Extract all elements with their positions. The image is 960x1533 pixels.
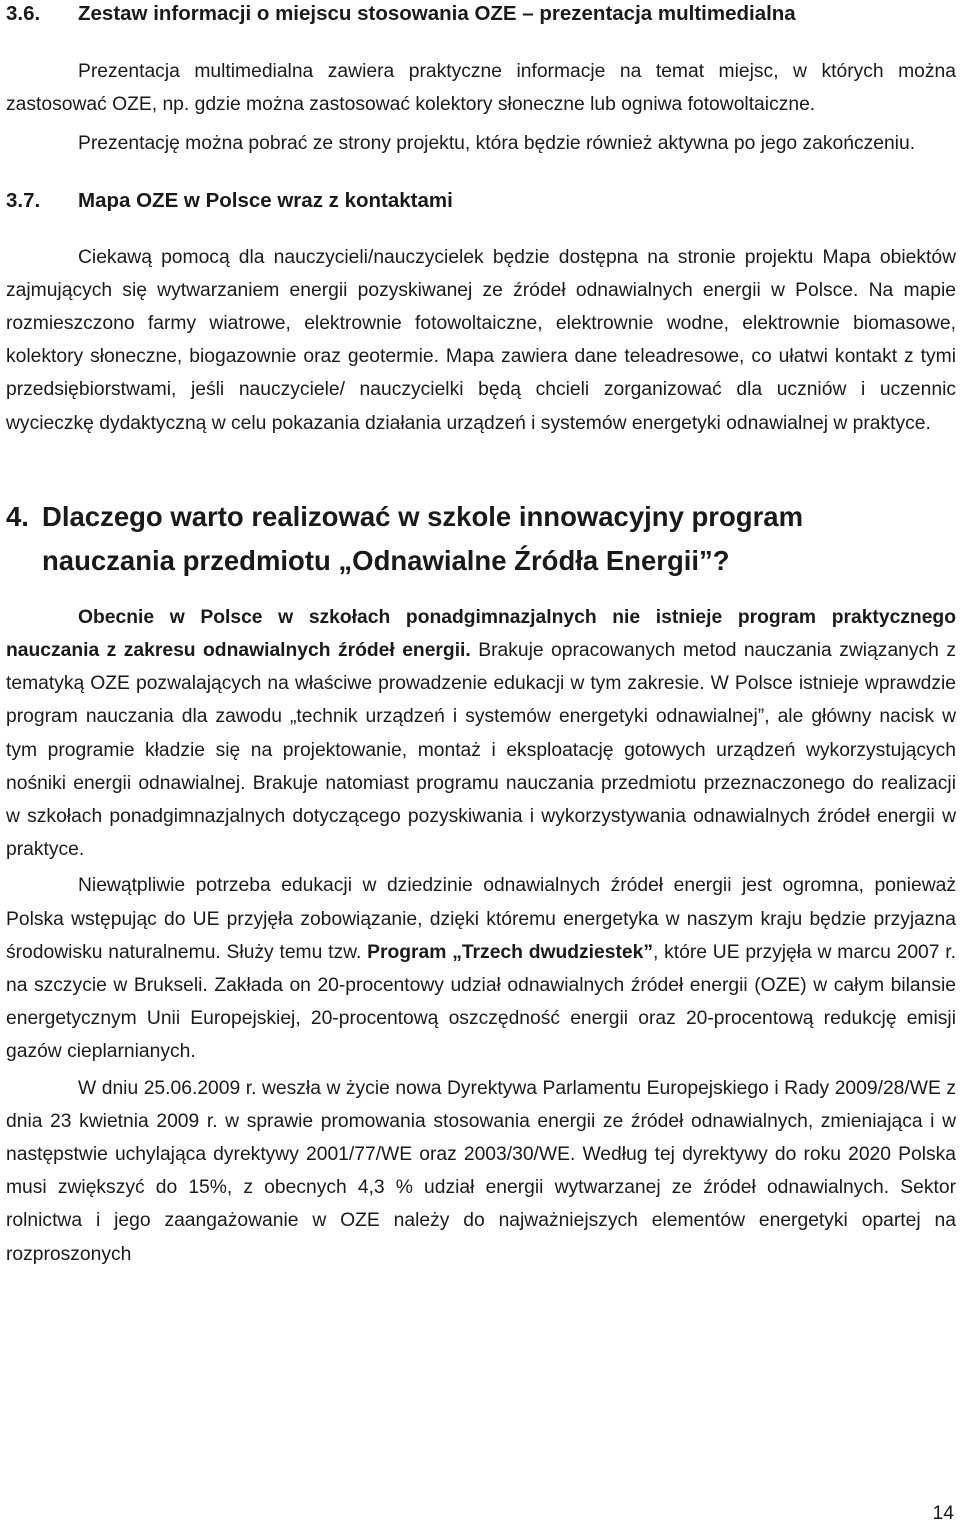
section-4-paragraph-2-text-start: Niewątpliwie potrzeba edukacji w dziedzinie odnawialnych źródeł energii jest ogromna, ponieważ Polska wstępując do UE przyjęła zobowiązanie, dzięki któremu energetyka w naszym kraju będzie przyjazna środowisku naturalnemu. Służy temu tzw.	[6, 875, 956, 963]
section-4-paragraph-3: W dniu 25.06.2009 r. weszła w życie nowa Dyrektywa Parlamentu Europejskiego i Rady 2009/28/WE z dnia 23 kwietnia 2009 r. w sprawie promowania stosowania energii ze źródeł odnawialnych, zmieniająca i w następstwie uchylająca dyrektywy 2001/77/WE oraz 2003/30/WE. Według tej dyrektywy do roku 2020 Polska musi zwiększyć do 15%, z obecnych 4,3 % udział energii wytwarzanej ze źródeł odnawialnych. Sektor rolnictwa i jego zaangażowanie w OZE należy do najważniejszych elementów energetyki opartej na rozproszonych	[6, 1077, 956, 1265]
section-4-paragraph-1-text: Brakuje opracowanych metod nauczania związanych z tematyką OZE pozwalających na właściwe prowadzenie edukacji w tym zakresie. W Polsce istnieje wprawdzie program nauczania dla zawodu „technik urządzeń i systemów energetyki odnawialnej”, ale główny nacisk w tym programie kładzie się na projektowanie, montaż i eksploatację gotowych urządzeń wykorzystujących nośniki energii odnawialnej. Brakuje natomiast programu nauczania przedmiotu przeznaczonego do realizacji w szkołach ponadgimnazjalnych dotyczącego pozyskiwania i wykorzystywania odnawialnych źródeł energii w praktyce.	[6, 640, 956, 861]
section-4-title-line-1: Dlaczego warto realizować w szkole innowacyjny program	[42, 500, 804, 532]
section-4-number: 4.	[6, 500, 29, 532]
section-3-6-number: 3.6.	[6, 2, 41, 25]
section-3-7-paragraph-1: Ciekawą pomocą dla nauczycieli/nauczycielek będzie dostępna na stronie projektu Mapa obiektów zajmujących się wytwarzaniem energii pozyskiwanej ze źródeł odnawialnych energii w Polsce. Na mapie rozmieszczono farmy wiatrowe, elektrownie fotowoltaiczne, elektrownie wodne, elektrownie biomasowe, kolektory słoneczne, biogazownie oraz geotermie. Mapa zawiera dane teleadresowe, co ułatwi kontakt z tymi przedsiębiorstwami, jeśli nauczyciele/ nauczycielki będą chcieli zorganizować dla uczniów i uczennic wycieczkę dydaktyczną w celu pokazania działania urządzeń i systemów energetyki odnawialnej w praktyce.	[6, 246, 956, 434]
section-3-6-paragraph-2: Prezentację można pobrać ze strony projektu, która będzie również aktywna po jego zakończeniu.	[78, 133, 916, 155]
section-4-title-line-2: nauczania przedmiotu „Odnawialne Źródła Energii”?	[42, 544, 730, 576]
section-3-6-heading	[6, 0, 956, 28]
section-4-paragraph-1	[6, 601, 956, 867]
section-3-7-heading	[6, 187, 956, 215]
section-3-6-title: Zestaw informacji o miejscu stosowania OZE – prezentacja multimedialna	[78, 2, 796, 25]
page-content	[6, 0, 956, 1271]
section-3-6-paragraph-1: Prezentacja multimedialna zawiera praktyczne informacje na temat miejsc, w których można zastosować OZE, np. gdzie można zastosować kolektory słoneczne lub ogniwa fotowoltaiczne.	[6, 61, 956, 116]
section-3-7-title: Mapa OZE w Polsce wraz z kontaktami	[78, 188, 453, 212]
section-4-paragraph-2-text-end: , które UE przyjęła w marcu 2007 r. na szczycie w Brukseli. Zakłada on 20-procentowy udział odnawialnych źródeł energii (OZE) w całym bilansie energetycznym Unii Europejskiej, 20-procentową oszczędność energii oraz 20-procentową redukcję emisji gazów cieplarnianych.	[6, 941, 956, 1063]
page-number: 14	[932, 1503, 954, 1524]
section-4-heading	[6, 495, 956, 583]
section-4-paragraph-2-bold: Program „Trzech dwudziestek”	[367, 941, 653, 963]
section-4-paragraph-2	[6, 869, 956, 1068]
section-3-7-number: 3.7.	[6, 188, 41, 212]
section-4-paragraph-1-bold: Obecnie w Polsce w szkołach ponadgimnazjalnych nie istnieje program praktycznego nauczania z zakresu odnawialnych źródeł energii.	[6, 606, 956, 662]
